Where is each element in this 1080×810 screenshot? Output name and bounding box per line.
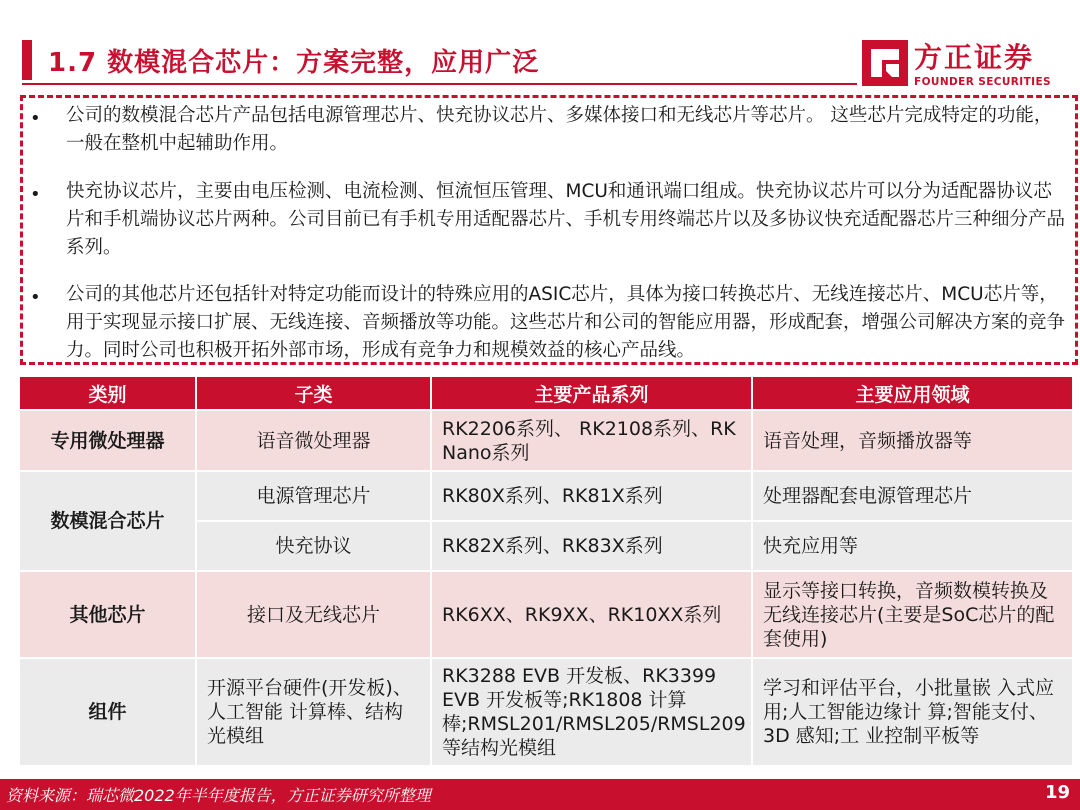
summary-point: 快充协议芯片，主要由电压检测、电流检测、恒流恒压管理、MCU和通讯端口组成。快充协议芯片可以分为适配器协议芯片和手机端协议芯片两种。公司目前已有手机专用适配器芯片、手机专用终端芯片以及多协议快充适配器芯片三种细分产品系列。 — [66, 181, 1066, 258]
cell-products: RK80X系列、RK81X系列 — [431, 471, 752, 521]
page-number: 19 — [1044, 782, 1070, 803]
bullet-marker: • — [30, 287, 41, 308]
cell-category: 其他芯片 — [19, 571, 196, 658]
title-accent-bar — [22, 40, 32, 80]
founder-securities-logo — [862, 36, 1062, 96]
bullet-marker: • — [30, 184, 41, 205]
cell-applications: 处理器配套电源管理芯片 — [752, 471, 1073, 521]
cell-subcategory: 电源管理芯片 — [196, 471, 431, 521]
cell-subcategory: 快充协议 — [196, 521, 431, 571]
cell-products: RK2206系列、 RK2108系列、RK Nano系列 — [431, 410, 752, 471]
table-row — [19, 471, 1073, 521]
cell-products: RK82X系列、RK83X系列 — [431, 521, 752, 571]
footer-bar — [0, 779, 1080, 810]
header-subcategory: 子类 — [196, 376, 431, 410]
table-row — [19, 658, 1073, 766]
cell-applications: 显示等接口转换，音频数模转换及无线连接芯片(主要是SoC芯片的配套使用) — [752, 571, 1073, 658]
cell-category: 数模混合芯片 — [19, 471, 196, 571]
cell-applications: 语音处理，音频播放器等 — [752, 410, 1073, 471]
bullet-marker: • — [30, 108, 41, 129]
cell-applications: 快充应用等 — [752, 521, 1073, 571]
cell-subcategory: 语音微处理器 — [196, 410, 431, 471]
summary-point: 公司的其他芯片还包括针对特定功能而设计的特殊应用的ASIC芯片，具体为接口转换芯片、无线连接芯片、MCU芯片等，用于实现显示接口扩展、无线连接、音频播放等功能。这些芯片和公司的智能应用器，形成配套，增强公司解决方案的竞争力。同时公司也积极开拓外部市场，形成有竞争力和规模效益的核心产品线。 — [66, 284, 1066, 361]
cell-category: 组件 — [19, 658, 196, 766]
table-row — [19, 410, 1073, 471]
header-products: 主要产品系列 — [431, 376, 752, 410]
cell-subcategory: 开源平台硬件(开发板)、人工智能 计算棒、结构光模组 — [196, 658, 431, 766]
table-header-row — [19, 376, 1073, 410]
product-table — [18, 375, 1074, 767]
cell-subcategory: 接口及无线芯片 — [196, 571, 431, 658]
title-underline — [22, 83, 857, 85]
page-title: 1.7 数模混合芯片：方案完整，应用广泛 — [48, 48, 540, 78]
logo-name-en: FOUNDER SECURITIES — [914, 76, 1052, 88]
header-applications: 主要应用领域 — [752, 376, 1073, 410]
header-category: 类别 — [19, 376, 196, 410]
table-row — [19, 571, 1073, 658]
summary-point: 公司的数模混合芯片产品包括电源管理芯片、快充协议芯片、多媒体接口和无线芯片等芯片。 这些芯片完成特定的功能，一般在整机中起辅助作用。 — [66, 105, 1053, 154]
cell-products: RK6XX、RK9XX、RK10XX系列 — [431, 571, 752, 658]
cell-category: 专用微处理器 — [19, 410, 196, 471]
cell-applications: 学习和评估平台，小批量嵌 入式应用;人工智能边缘计 算;智能支付、3D 感知;工 业控制平板等 — [752, 658, 1073, 766]
logo-name-cn: 方正证券 — [914, 41, 1035, 74]
source-note: 资料来源：瑞芯微2022年半年度报告，方正证券研究所整理 — [6, 786, 431, 805]
cell-products: RK3288 EVB 开发板、RK3399 EVB 开发板等;RK1808 计算棒;RMSL201/RMSL205/RMSL209 等结构光模组 — [431, 658, 752, 766]
founder-logo-mark-icon — [862, 40, 908, 86]
